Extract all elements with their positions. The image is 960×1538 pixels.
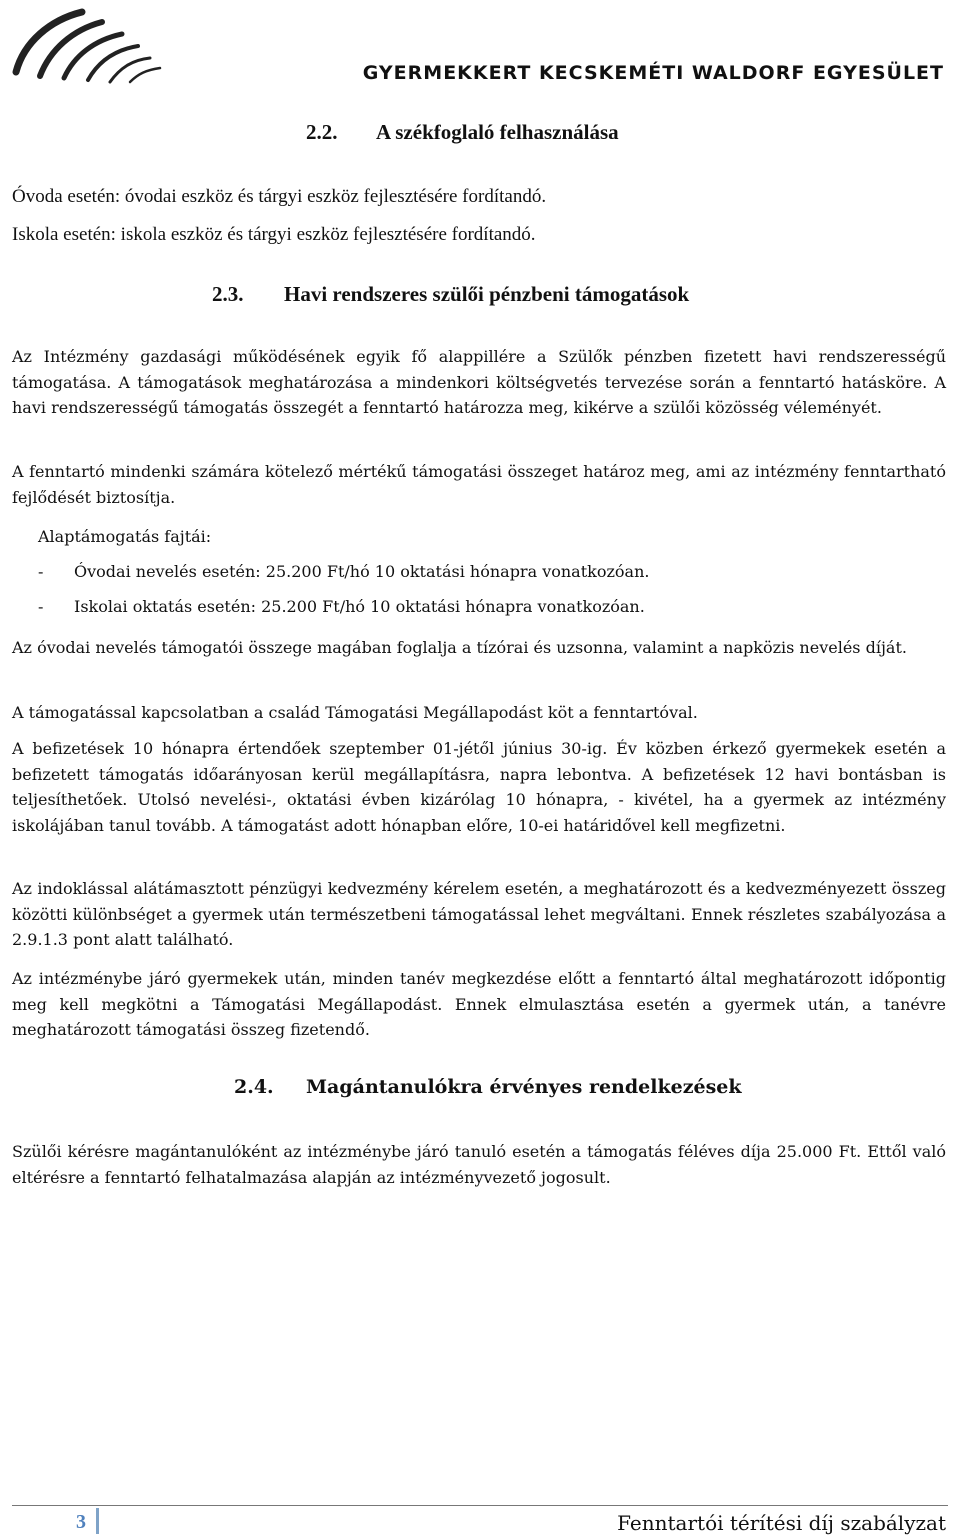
paragraph: Az Intézmény gazdasági működésének egyik fő alappillére a Szülők pénzben fizetett havi rendszerességű támogatása. A támogatások meghatározása a mindenkori költségvetés tervezése során a fenntartó hatásköre. A havi rendszerességű támogatás összegét a fenntartó határozza meg, kikérve a szülői közösség véleményét. bbox=[12, 347, 946, 417]
footer-title: Fenntartói térítési díj szabályzat bbox=[617, 1511, 946, 1535]
section-2-4-heading bbox=[234, 1076, 742, 1098]
paragraph: Óvoda esetén: óvodai eszköz és tárgyi eszköz fejlesztésére fordítandó. bbox=[12, 186, 547, 207]
list-item: - Iskolai oktatás esetén: 25.200 Ft/hó 10 oktatási hónapra vonatkozóan. bbox=[38, 597, 645, 616]
section-2-3-heading bbox=[212, 282, 689, 307]
paragraph: Iskola esetén: iskola eszköz és tárgyi eszköz fejlesztésére fordítandó. bbox=[12, 224, 536, 245]
paragraph: Szülői kérésre magántanulóként az intézménybe járó tanuló esetén a támogatás féléves díja 25.000 Ft. Ettől való eltérésre a fenntartó felhatalmazása alapján az intézményvezető jogosult. bbox=[12, 1142, 946, 1187]
page-number: 3 bbox=[76, 1511, 86, 1533]
footer-accent-bar bbox=[96, 1508, 99, 1534]
section-2-2-heading bbox=[306, 120, 619, 145]
paragraph: Alaptámogatás fajtái: bbox=[38, 527, 212, 546]
paragraph: Az intézménybe járó gyermekek után, minden tanév megkezdése előtt a fenntartó által meghatározott időpontig meg kell megkötni a Támogatási Megállapodást. Ennek elmulasztása esetén a gyermek után, a tanévre meghatározott támogatási összeg fizetendő. bbox=[12, 969, 946, 1039]
paragraph: A befizetések 10 hónapra értendőek szeptember 01-jétől június 30-ig. Év közben érkező gyermekek esetén a befizetett támogatás időarányosan kerül megállapításra, napra lebontva. A befizetések 12 havi bontásban is teljesíthetőek. Utolsó nevelési-, oktatási évben kizárólag 10 hónapra, - kivétel, ha a gyermek az intézmény iskolájában tanul tovább. A támogatást adott hónapban előre, 10-ei határidővel kell megfizetni. bbox=[12, 739, 946, 835]
paragraph: A támogatással kapcsolatban a család Támogatási Megállapodást köt a fenntartóval. bbox=[12, 703, 698, 722]
section-2-2-title: A székfoglaló felhasználása bbox=[376, 120, 619, 144]
section-2-2-number: 2.2. bbox=[306, 120, 338, 144]
section-2-3-title: Havi rendszeres szülői pénzbeni támogatások bbox=[284, 282, 690, 306]
list-item: - Óvodai nevelés esetén: 25.200 Ft/hó 10 oktatási hónapra vonatkozóan. bbox=[38, 562, 650, 581]
section-2-4-number: 2.4. bbox=[234, 1076, 274, 1098]
paragraph: Az indoklással alátámasztott pénzügyi kedvezmény kérelem esetén, a meghatározott és a kedvezményezett összeg közötti különbséget a gyermek után természetbeni támogatással lehet megváltani. Ennek részletes szabályozása a 2.9.1.3 pont alatt található. bbox=[12, 879, 946, 949]
paragraph: Az óvodai nevelés támogatói összege magában foglalja a tízórai és uzsonna, valamint a napközis nevelés díját. bbox=[12, 638, 907, 657]
paragraph: A fenntartó mindenki számára kötelező mértékű támogatási összeget határoz meg, ami az intézmény fenntartható fejlődését biztosítja. bbox=[12, 462, 946, 507]
section-2-3-number: 2.3. bbox=[212, 282, 244, 306]
footer-divider bbox=[12, 1505, 948, 1506]
organization-name: GYERMEKKERT KECSKEMÉTI WALDORF EGYESÜLET bbox=[362, 62, 944, 84]
section-2-4-title: Magántanulókra érvényes rendelkezések bbox=[306, 1076, 742, 1098]
organization-logo-icon bbox=[10, 2, 170, 86]
